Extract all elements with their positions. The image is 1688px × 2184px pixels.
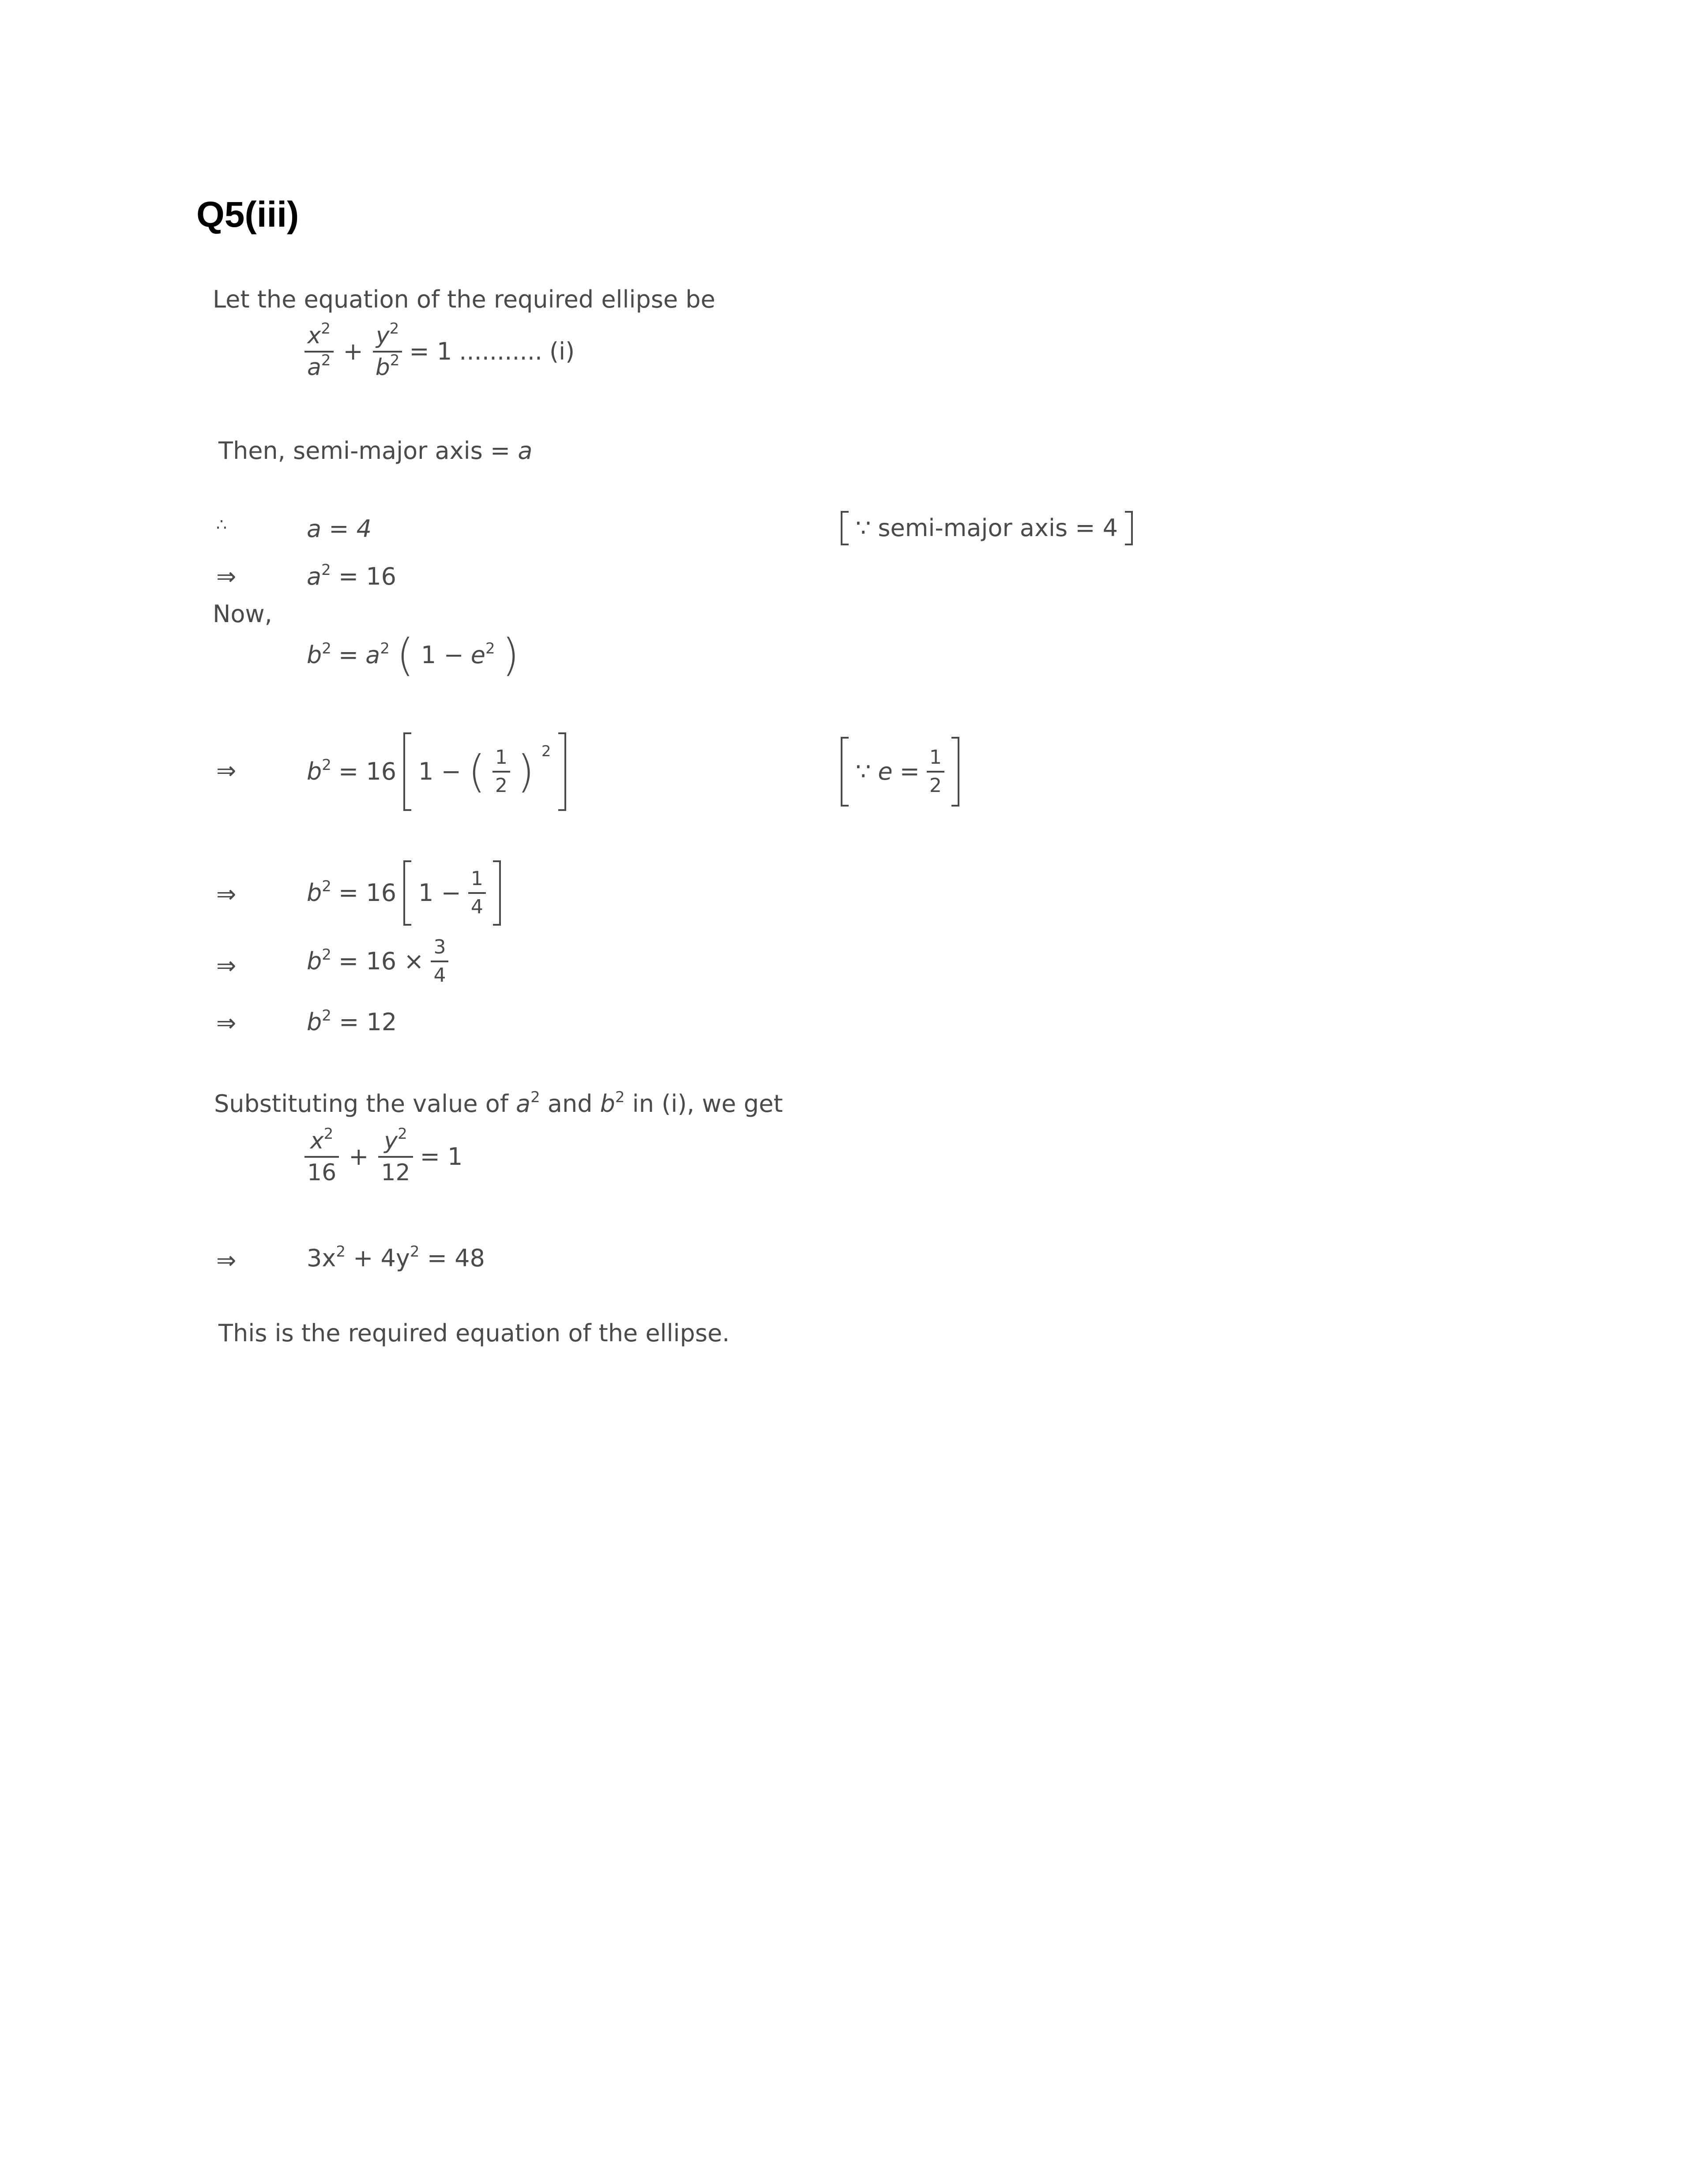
y2-over-b2: $\frac{y^2}{b^2}$ (373, 324, 402, 379)
implies-arrow: ⇒ (216, 880, 237, 908)
implies-arrow: ⇒ (216, 952, 237, 979)
therefore-symbol: ∴ (216, 515, 227, 534)
implies-arrow: ⇒ (216, 563, 237, 590)
implies-arrow: ⇒ (216, 1246, 237, 1274)
ellipse-specific-equation: $\frac{x^2}{16}$ + $\frac{y^2}{12}$ = 1 (305, 1130, 462, 1184)
b-squared-step4: $b^2$ = 16 × $\frac{3}{4}$ (307, 938, 448, 985)
substitution-text: Substituting the value of $a^2$ and $b^2$ in (i), we get (214, 1088, 783, 1118)
conclusion-text: This is the required equation of the ellipse. (218, 1319, 730, 1347)
b-squared-12: $b^2 = 12$ (307, 1007, 397, 1036)
implies-arrow: ⇒ (216, 1009, 237, 1037)
a-equals-4: a = 4 (307, 515, 372, 543)
b-squared-step2: $b^2$ = 16 1 − ( $\frac{1}{2}$ ) 2 (307, 732, 566, 811)
question-heading: Q5(iii) (196, 195, 299, 235)
b-squared-step3: $b^2$ = 16 1 − $\frac{1}{4}$ (307, 860, 501, 926)
implies-arrow: ⇒ (216, 757, 237, 784)
final-equation: $3x^2 + 4y^2 = 48$ (307, 1243, 485, 1272)
reason-eccentricity: ∵ e = $\frac{1}{2}$ (841, 737, 959, 807)
ellipse-general-equation: $\frac{x^2}{a^2}$ + $\frac{y^2}{b^2}$ = 1 ........... (i) (305, 324, 575, 379)
b-squared-formula: $b^2$ = $a^2$ ( 1 − $e^2$ ) (307, 629, 519, 681)
equation-tag: (i) (549, 338, 575, 365)
one-half-fraction: $\frac{1}{2}$ (492, 748, 510, 796)
then-line: Then, semi-major axis = a (218, 437, 533, 465)
reason-semi-major: ∵ semi-major axis = 4 (841, 511, 1133, 545)
a-squared-16: $a^2 = 16$ (307, 561, 397, 590)
now-text: Now, (213, 600, 272, 628)
x2-over-a2: $\frac{x^2}{a^2}$ (305, 324, 334, 379)
intro-text: Let the equation of the required ellipse be (213, 285, 715, 313)
